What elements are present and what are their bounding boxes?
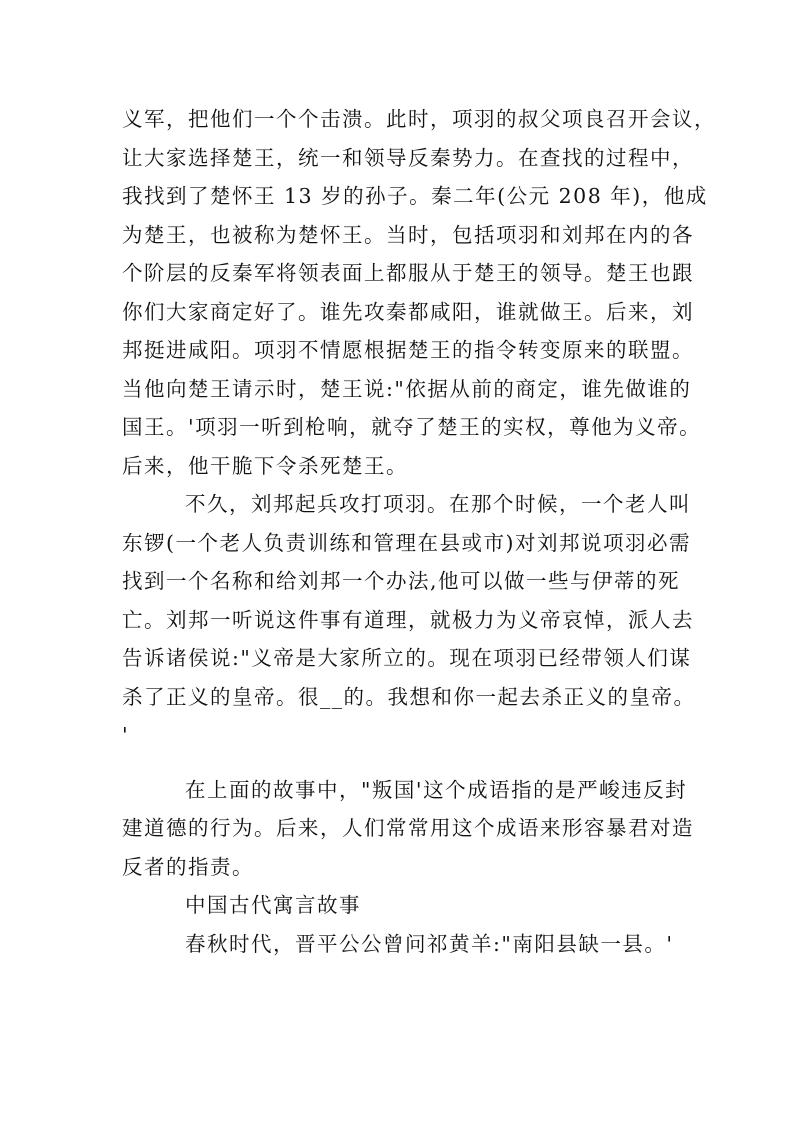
text-line: 找到一个名称和给刘邦一个办法,他可以做一些与伊蒂的死: [122, 569, 681, 593]
text-line: 我找到了楚怀王 13 岁的孙子。秦二年(公元 208 年)，他成: [122, 184, 708, 208]
text-line: ': [122, 723, 130, 747]
text-line: 个阶层的反秦军将领表面上都服从于楚王的领导。楚王也跟: [122, 261, 694, 285]
text-line: 告诉诸侯说:"义帝是大家所立的。现在项羽已经带领人们谋: [122, 646, 692, 670]
text-line: 你们大家商定好了。谁先攻秦都咸阳，谁就做王。后来，刘: [122, 299, 694, 324]
text-line: 让大家选择楚王，统一和领导反秦势力。在查找的过程中，: [122, 145, 694, 170]
text-line: 东锣(一个老人负责训练和管理在县或市)对刘邦说项羽必需: [122, 530, 691, 555]
text-line: 杀了正义的皇帝。很__的。我想和你一起去杀正义的皇帝。: [122, 684, 696, 709]
text-line: 为楚王，也被称为楚怀王。当时，包括项羽和刘邦在内的各: [122, 222, 694, 247]
document-body: [122, 100, 716, 963]
section-heading: 中国古代寓言故事: [185, 893, 361, 917]
paragraph-gap: [122, 755, 682, 771]
text-line: 亡。刘邦一听说这件事有道理，就极力为义帝哀悼，派人去: [122, 607, 694, 632]
text-line: 建道德的行为。后来，人们常常用这个成语来形容暴君对造: [122, 816, 694, 840]
text-line: 义军，把他们一个个击溃。此时，项羽的叔父项良召开会议，: [122, 107, 716, 131]
text-line: 邦挺进咸阳。项羽不情愿根据楚王的指令转变原来的联盟。: [122, 338, 694, 362]
text-line: 反者的指责。: [122, 854, 254, 879]
paragraph-start-line: 在上面的故事中，"叛国'这个成语指的是严峻违反封: [185, 777, 688, 802]
text-line: 国王。'项羽一听到枪响，就夺了楚王的实权，尊他为义帝。: [122, 415, 702, 439]
text-line: 当他向楚王请示时，楚王说:"依据从前的商定，谁先做谁的: [122, 376, 692, 401]
text-line: 后来，他干脆下令杀死楚王。: [122, 453, 408, 478]
paragraph-start-line: 春秋时代，晋平公公曾问祁黄羊:"南阳县缺一县。': [185, 931, 674, 956]
paragraph-start-line: 不久，刘邦起兵攻打项羽。在那个时候，一个老人叫: [185, 492, 691, 516]
